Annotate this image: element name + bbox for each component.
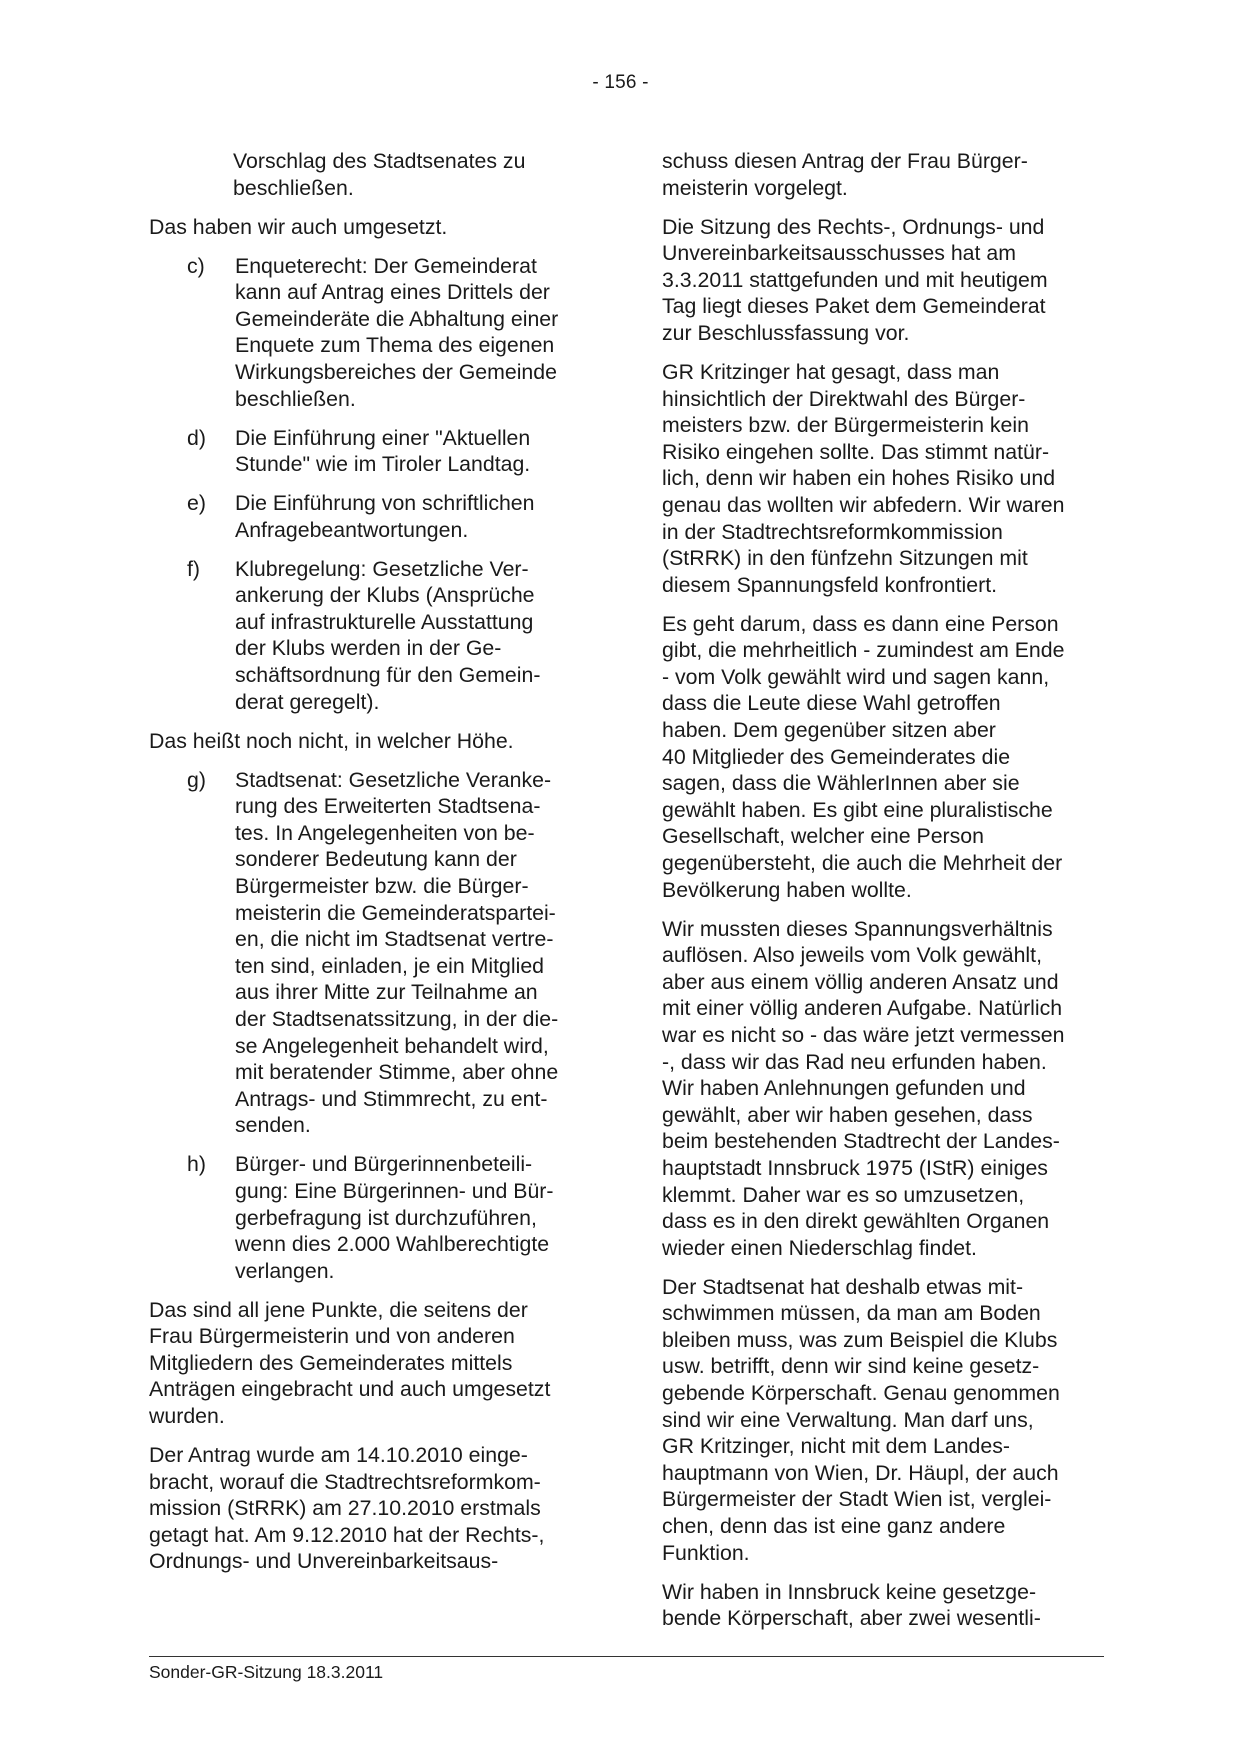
paragraph: Es geht darum, dass es dann eine Person gibt, die mehrheitlich - zumindest am Ende - vom Volk gewählt wird und sagen kann, dass die Leute diese Wahl getroffen haben. Dem gegenüber sitzen aber 40 Mitglieder des Gemeinderates die sagen, dass die WählerInnen aber sie gewählt haben. Es gibt eine pluralistische Gesellschaft, welcher eine Person gegenübersteht, die auch die Mehrheit der Bevölkerung haben wollte.	[662, 611, 1065, 902]
list-item	[149, 490, 594, 543]
list-item	[149, 767, 594, 1139]
text-line: Vorschlag des Stadtsenates zu	[233, 149, 526, 173]
list-item	[149, 1151, 594, 1284]
list-text: Klubregelung: Gesetzliche Ver- ankerung der Klubs (Ansprüche auf infrastrukturelle Ausstattung der Klubs werden in der Ge- schäftsordnung für den Gemein- derat geregelt).	[235, 556, 541, 714]
list-text: Die Einführung von schriftlichen Anfragebeantwortungen.	[235, 491, 535, 542]
list-item	[149, 556, 594, 716]
left-column	[149, 148, 594, 1587]
footer-text: Sonder-GR-Sitzung 18.3.2011	[149, 1662, 384, 1682]
list-label: h)	[187, 1152, 206, 1177]
paragraph: Das heißt noch nicht, in welcher Höhe.	[149, 728, 514, 753]
list-text: Bürger- und Bürgerinnenbeteili- gung: Eine Bürgerinnen- und Bür- gerbefragung ist durchzuführen, wenn dies 2.000 Wahlberechtigte verlangen.	[235, 1152, 554, 1283]
list-text: Die Einführung einer "Aktuellen Stunde" wie im Tiroler Landtag.	[235, 425, 531, 477]
text-line: beschließen.	[233, 175, 354, 200]
paragraph: Wir haben in Innsbruck keine gesetzge- bende Körperschaft, aber zwei wesentli-	[662, 1579, 1041, 1631]
page-number: - 156 -	[592, 72, 649, 93]
paragraph: Das sind all jene Punkte, die seitens der Frau Bürgermeisterin und von anderen Mitgliedern des Gemeinderates mittels Anträgen eingebracht und auch umgesetzt wurden.	[149, 1297, 551, 1429]
list-item	[149, 425, 594, 478]
paragraph: GR Kritzinger hat gesagt, dass man hinsichtlich der Direktwahl des Bürger- meisters bzw. der Bürgermeisterin kein Risiko eingehen sollte. Das stimmt natür- lich, denn wir haben ein hohes Risiko und genau das wollten wir abfedern. Wir waren in der Stadtrechtsreformkommission (StRRK) in den fünfzehn Sitzungen mit diesem Spannungsfeld konfrontiert.	[662, 359, 1065, 597]
list-label: c)	[187, 253, 205, 278]
continuation-paragraph	[149, 148, 594, 201]
list-text: Enqueterecht: Der Gemeinderat kann auf Antrag eines Drittels der Gemeinderäte die Abhaltung einer Enquete zum Thema des eigenen Wirkungsbereiches der Gemeinde beschließen.	[235, 253, 559, 411]
paragraph: Die Sitzung des Rechts-, Ordnungs- und Unvereinbarkeitsausschusses hat am 3.3.2011 stattgefunden und mit heutigem Tag liegt dieses Paket dem Gemeinderat zur Beschlussfassung vor.	[662, 214, 1048, 345]
paragraph: Der Antrag wurde am 14.10.2010 einge- bracht, worauf die Stadtrechtsreformkom- mission (StRRK) am 27.10.2010 erstmals getagt hat. Am 9.12.2010 hat der Rechts-, Ordnungs- und Unvereinbarkeitsaus-	[149, 1443, 545, 1574]
paragraph: Das haben wir auch umgesetzt.	[149, 214, 448, 239]
list-label: f)	[187, 556, 201, 581]
paragraph: schuss diesen Antrag der Frau Bürger- meisterin vorgelegt.	[662, 149, 1028, 200]
list-item	[149, 253, 594, 413]
paragraph: Wir mussten dieses Spannungsverhältnis auflösen. Also jeweils vom Volk gewählt, aber aus einem völlig anderen Ansatz und mit einer völlig anderen Aufgabe. Natürlich war es nicht so - das wäre jetzt vermessen -, dass wir das Rad neu erfunden haben. Wir haben Anlehnungen gefunden und gewählt, aber wir haben gesehen, dass beim bestehenden Stadtrecht der Landes- hauptstadt Innsbruck 1975 (IStR) einiges klemmt. Daher war es so umzusetzen, dass es in den direkt gewählten Organen wieder einen Niederschlag findet.	[662, 916, 1065, 1260]
list-label: d)	[187, 425, 206, 450]
paragraph: Der Stadtsenat hat deshalb etwas mit- schwimmen müssen, da man am Boden bleiben muss, was zum Beispiel die Klubs usw. betrifft, denn wir sind keine gesetz- gebende Körperschaft. Genau genommen sind wir eine Verwaltung. Man darf uns, GR Kritzinger, nicht mit dem Landes- hauptmann von Wien, Dr. Häupl, der auch Bürgermeister der Stadt Wien ist, verglei- chen, denn das ist eine ganz andere Funktion.	[662, 1274, 1060, 1565]
list-label: g)	[187, 767, 206, 792]
list-label: e)	[187, 491, 206, 516]
right-column	[662, 148, 1107, 1644]
footer-divider	[149, 1656, 1104, 1657]
list-text: Stadtsenat: Gesetzliche Veranke- rung des Erweiterten Stadtsena- tes. In Angelegenheiten von be- sonderer Bedeutung kann der Bürgermeister bzw. die Bürger- meisterin die Gemeinderatspartei- en, die nicht im Stadtsenat vertre- ten sind, einladen, je ein Mitglied aus ihrer Mitte zur Teilnahme an der Stadtsenatssitzung, in der die- se Angelegenheit behandelt wird, mit beratender Stimme, aber ohne Antrags- und Stimmrecht, zu ent- senden.	[235, 767, 559, 1138]
